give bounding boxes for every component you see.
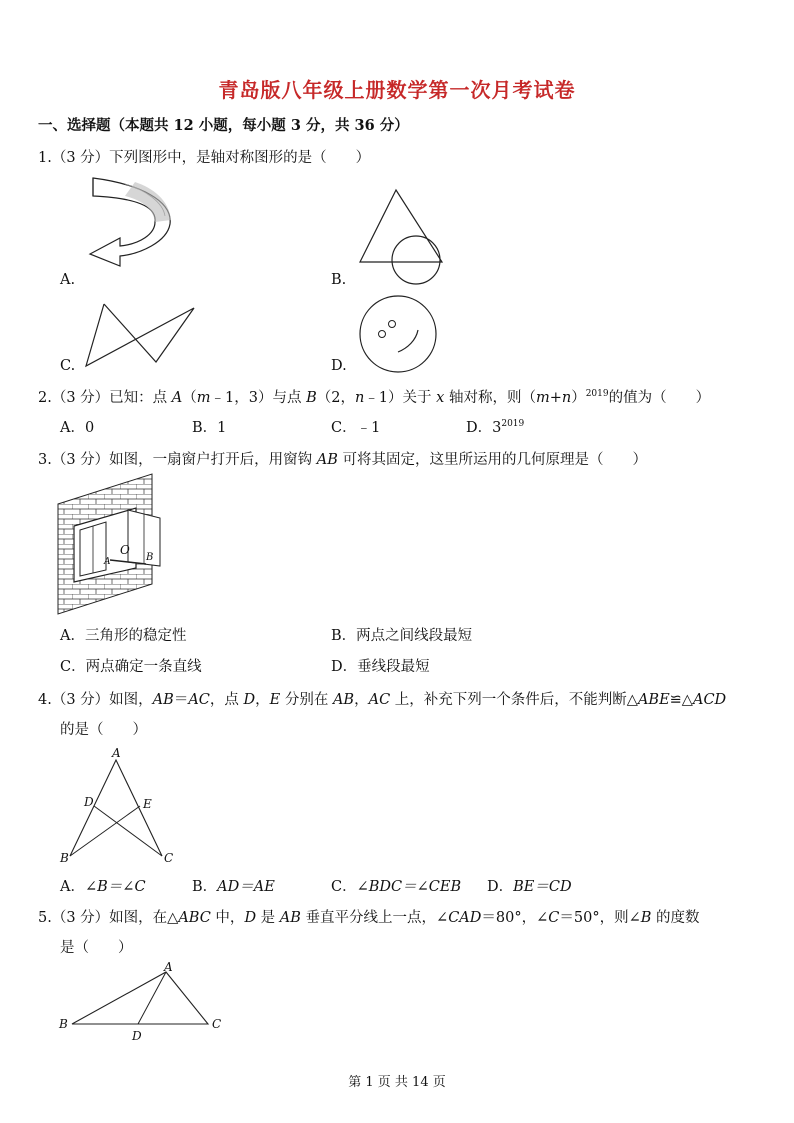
question-5-stem: 5.（3 分）如图，在△ABC 中，D 是 AB 垂直平分线上一点，∠CAD＝80°，∠C＝50°，则∠B 的度数: [38, 910, 700, 926]
question-3-stem: 3.（3 分）如图，一扇窗户打开后，用窗钩 AB 可将其固定，这里所运用的几何原理是（ ）: [38, 452, 648, 468]
svg-text:B: B: [60, 851, 69, 865]
svg-text:B: B: [59, 1017, 68, 1031]
svg-text:D: D: [84, 795, 94, 809]
q4-option-b: B．AD＝AE: [192, 879, 275, 895]
question-4-stem: 4.（3 分）如图，AB＝AC，点 D，E 分别在 AB，AC 上，补充下列一个条件后，不能判断△ABE≌△ACD: [38, 692, 727, 708]
q4-option-c: C．∠BDC＝∠CEB: [331, 879, 462, 895]
svg-text:O: O: [120, 543, 130, 557]
svg-text:C: C: [164, 851, 174, 865]
q1-figure-a-curved-arrow: [85, 176, 175, 276]
page-footer: 第 1 页 共 14 页: [348, 1075, 446, 1090]
q1-figure-c-bowtie: [84, 302, 204, 372]
svg-text:A: A: [112, 746, 121, 760]
page-title: 青岛版八年级上册数学第一次月考试卷: [218, 78, 576, 102]
q1-option-d: D.: [331, 358, 347, 374]
q1-option-b: B.: [331, 272, 347, 288]
q4-option-a: A．∠B＝∠C: [60, 879, 146, 895]
q5-figure-triangle: [58, 962, 228, 1046]
q1-option-a: A.: [60, 272, 76, 288]
question-4-stem-line2: 的是（ ）: [60, 722, 147, 738]
q4-option-d: D．BE＝CD: [487, 879, 572, 895]
question-5-stem-line2: 是（ ）: [60, 940, 133, 956]
q2-option-d: D．$3^{2019}$: [466, 419, 525, 436]
svg-text:A: A: [164, 960, 173, 974]
q3-figure-window-wall: [56, 474, 156, 614]
question-1-stem: 1.（3 分）下列图形中，是轴对称图形的是（ ）: [38, 150, 371, 166]
q3-option-a: A．三角形的稳定性: [60, 628, 187, 644]
svg-text:E: E: [143, 797, 152, 811]
q1-option-c: C.: [60, 358, 76, 374]
q1-figure-b-triangle-circle: [358, 188, 448, 284]
section-heading: 一、选择题（本题共 12 小题，每小题 3 分，共 36 分）: [38, 117, 409, 134]
svg-text:D: D: [132, 1029, 142, 1043]
q2-option-b: B．1: [192, 420, 227, 436]
q2-option-a: A．0: [60, 420, 95, 436]
q4-figure-triangle: [58, 748, 188, 868]
q3-option-c: C．两点确定一条直线: [60, 659, 202, 675]
svg-text:B: B: [146, 552, 154, 563]
question-2-stem: 2.（3 分）已知：点 A（m﹣1，3）与点 B（2，n﹣1）关于 x 轴对称，则$(m+n)^{2019}$的值为（ ）: [38, 389, 711, 406]
q3-option-b: B．两点之间线段最短: [331, 628, 473, 644]
q2-option-c: C．﹣1: [331, 420, 381, 436]
q1-figure-d-face: [358, 294, 438, 374]
q3-option-d: D．垂线段最短: [331, 659, 430, 675]
svg-text:A: A: [104, 557, 111, 567]
svg-text:C: C: [212, 1017, 222, 1031]
